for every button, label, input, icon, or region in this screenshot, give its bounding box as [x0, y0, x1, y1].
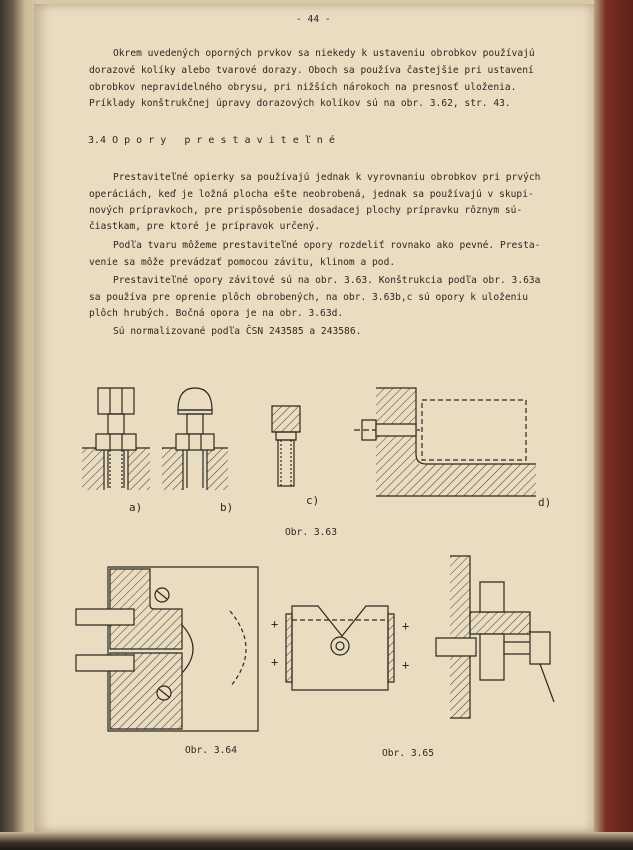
figure-3-63-caption: Obr. 3.63 — [285, 527, 337, 538]
book-cover-edge — [594, 0, 633, 850]
paragraph-1-line-1: Okrem uvedených oporných prvkov sa niekedy k ustaveniu obrobkov používajú — [113, 48, 535, 59]
figure-3-63-label-c: c) — [306, 494, 320, 507]
figure-3-64-caption: Obr. 3.64 — [185, 745, 237, 756]
paragraph-2-line-4: čiastkam, pre ktoré je prípravok určený. — [89, 221, 321, 232]
figure-3-65-plus-mark: + — [271, 655, 279, 669]
paragraph-3-line-2: venie sa môže prevádzať pomocou závitu, klinom a pod. — [89, 257, 396, 268]
figure-3-65-drawing — [270, 570, 420, 710]
paragraph-3-line-1: Podľa tvaru môžeme prestaviteľné opory rozdeliť rovnako ako pevné. Presta- — [113, 240, 541, 251]
figure-3-64-drawing — [70, 565, 260, 735]
paragraph-2-line-3: nových prípravkoch, pre prispôsobenie dosadacej plochy prípravku rôznym sú- — [89, 205, 523, 216]
figure-3-65-plus-mark: + — [402, 658, 410, 672]
paragraph-4-line-2: sa používa pre oprenie plôch obrobených, na obr. 3.63b,c sú opory k uloženiu — [89, 292, 528, 303]
paragraph-1-line-2: dorazové kolíky alebo tvarové dorazy. Oboch sa používa častejšie pri ustavení — [89, 65, 534, 76]
figure-3-65-caption: Obr. 3.65 — [382, 748, 434, 759]
paragraph-5: Sú normalizované podľa ČSN 243585 a 243586. — [113, 326, 362, 337]
paragraph-2-line-2: operáciách, keď je ložná plocha ešte neobrobená, jednak sa používajú v skupi- — [89, 189, 534, 200]
paragraph-2-line-1: Prestaviteľné opierky sa používajú jednak k vyrovnaniu obrobkov pri prvých — [113, 172, 541, 183]
figure-3-65-plus-mark: + — [402, 619, 410, 633]
figure-3-63-label-d: d) — [538, 496, 552, 509]
figure-3-65-side-drawing — [430, 552, 560, 722]
figure-3-63-label-a: a) — [129, 501, 143, 514]
paragraph-1-line-3: obrobkov nepravidelného obrysu, pri nižších nárokoch na presnosť uloženia. — [89, 82, 517, 93]
section-heading: 3.4 O p o r y p r e s t a v i t e ľ n é — [88, 135, 335, 146]
figure-3-65-plus-mark: + — [271, 617, 279, 631]
paragraph-4-line-1: Prestaviteľné opory závitové sú na obr. 3.63. Konštrukcia podľa obr. 3.63a — [113, 275, 541, 286]
paragraph-1-line-4: Príklady konštrukčnej úpravy dorazových kolíkov sú na obr. 3.62, str. 43. — [89, 98, 511, 109]
page-number: - 44 - — [296, 14, 331, 25]
book-bottom-edge — [0, 832, 633, 850]
figure-3-63-label-b: b) — [220, 501, 234, 514]
paragraph-4-line-3: plôch hrubých. Bočná opora je na obr. 3.63d. — [89, 308, 344, 319]
